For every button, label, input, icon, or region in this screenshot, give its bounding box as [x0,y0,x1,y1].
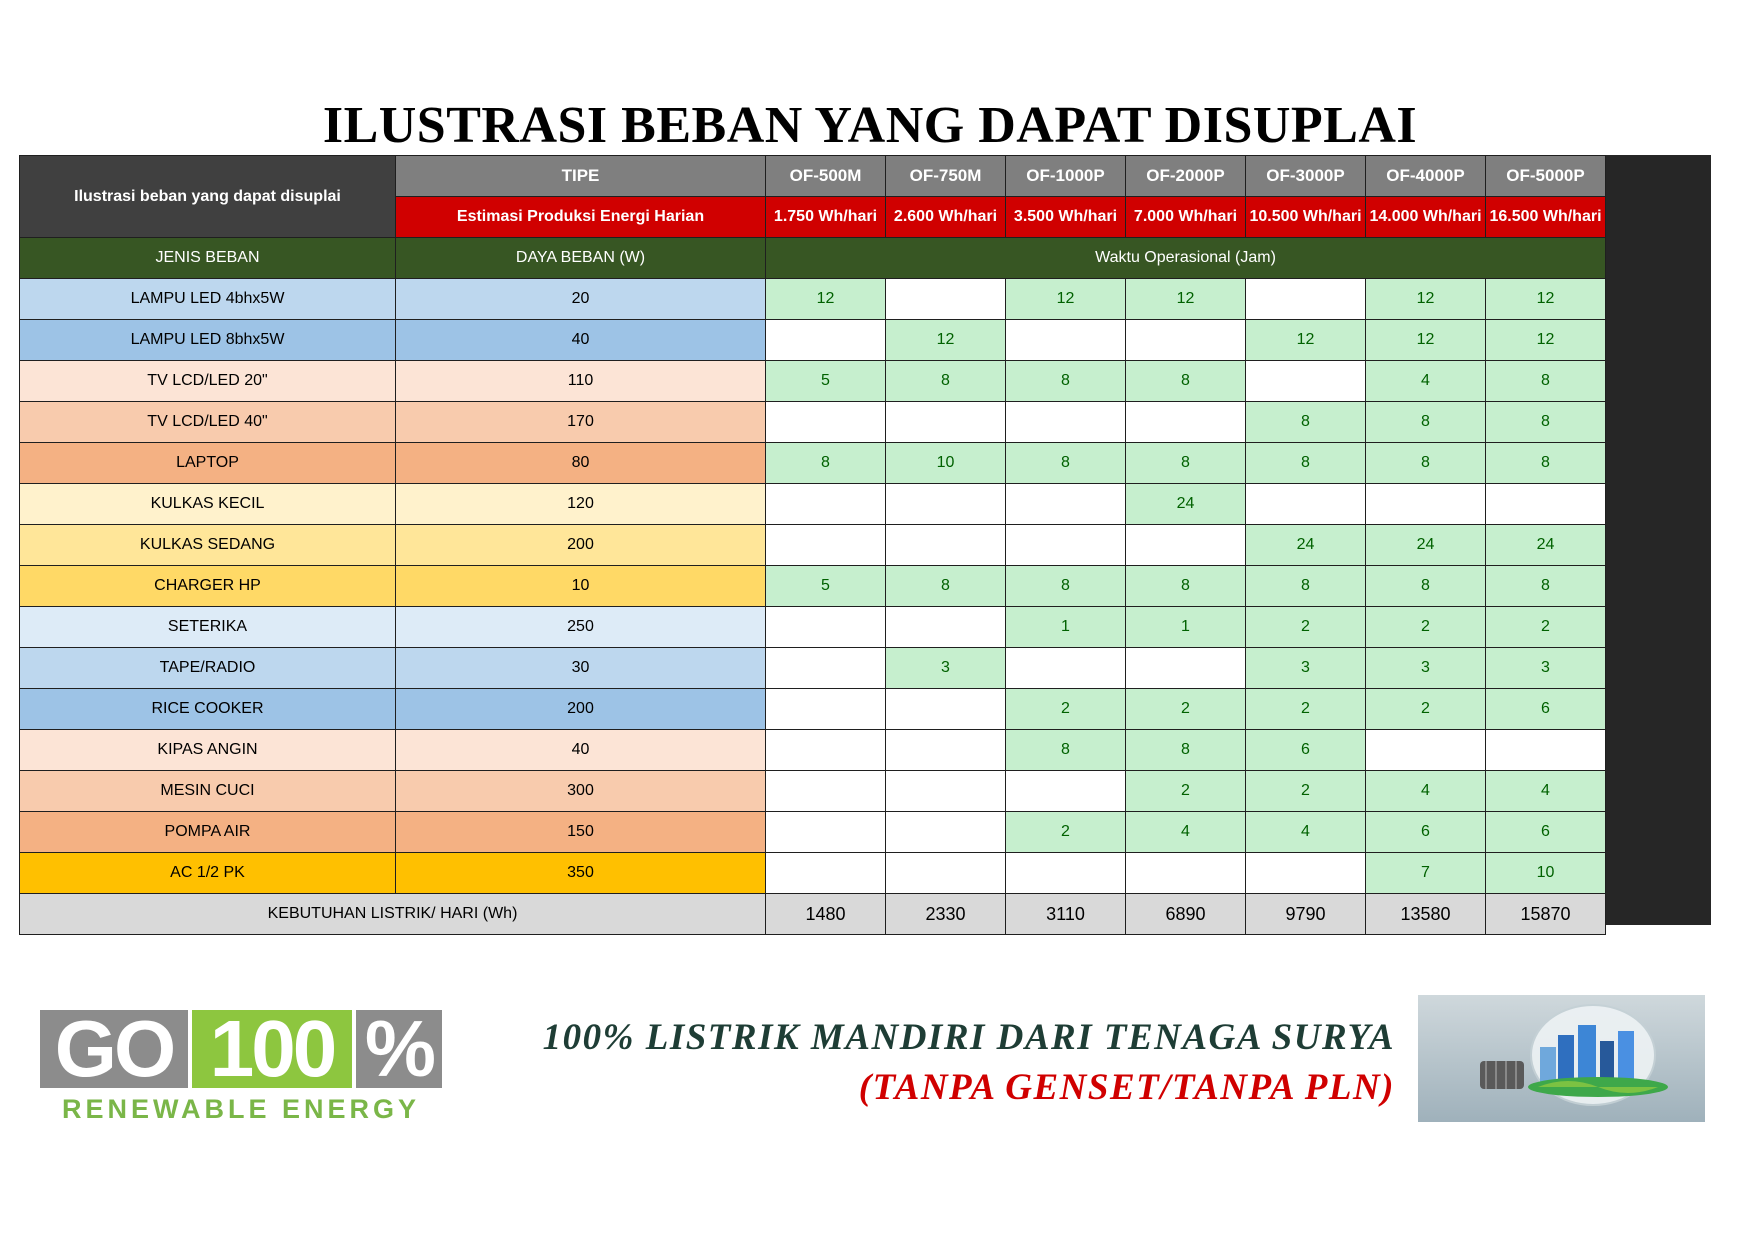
jenis-beban-label: JENIS BEBAN [20,238,396,279]
operating-hours-cell [1246,853,1366,894]
operating-hours-cell: 8 [1366,402,1486,443]
dark-side-strip [1604,155,1711,925]
operating-hours-cell [1126,853,1246,894]
operating-hours-cell: 2 [1246,689,1366,730]
operating-hours-cell [766,484,886,525]
operating-hours-cell: 12 [1126,279,1246,320]
operating-hours-cell: 8 [1126,730,1246,771]
operating-hours-cell: 12 [886,320,1006,361]
operating-hours-cell [1006,853,1126,894]
operating-hours-cell [1246,361,1366,402]
table-row [20,443,1606,484]
operating-hours-cell [766,689,886,730]
operating-hours-cell [1126,402,1246,443]
operating-hours-cell: 6 [1486,689,1606,730]
operating-hours-cell: 6 [1246,730,1366,771]
load-power: 30 [396,648,766,689]
logo-subtitle: RENEWABLE ENERGY [61,1094,421,1124]
operating-hours-cell: 8 [886,566,1006,607]
operating-hours-cell: 12 [1486,279,1606,320]
load-name: KIPAS ANGIN [20,730,396,771]
operating-hours-cell [1366,730,1486,771]
operating-hours-cell: 24 [1246,525,1366,566]
operating-hours-cell: 24 [1486,525,1606,566]
operating-hours-cell: 8 [1126,361,1246,402]
operating-hours-cell [1006,771,1126,812]
table-row [20,771,1606,812]
total-value: 2330 [886,894,1006,935]
load-name: MESIN CUCI [20,771,396,812]
table-row [20,812,1606,853]
table-row [20,566,1606,607]
operating-hours-cell [886,607,1006,648]
page-title: ILUSTRASI BEBAN YANG DAPAT DISUPLAI [322,97,1418,154]
total-value: 9790 [1246,894,1366,935]
solar-bulb-image [1418,995,1705,1122]
operating-hours-cell: 4 [1126,812,1246,853]
operating-hours-cell: 3 [1246,648,1366,689]
operating-hours-cell: 8 [1006,361,1126,402]
operating-hours-cell [886,279,1006,320]
load-power: 350 [396,853,766,894]
operating-hours-cell: 3 [886,648,1006,689]
operating-hours-cell [766,607,886,648]
operating-hours-cell: 8 [1366,443,1486,484]
operating-hours-cell: 2 [1006,812,1126,853]
operating-hours-cell: 8 [1366,566,1486,607]
load-name: TAPE/RADIO [20,648,396,689]
production-value: 16.500 Wh/hari [1486,197,1606,238]
total-row [20,894,1606,935]
operating-hours-cell: 2 [1366,607,1486,648]
operating-hours-cell [1006,402,1126,443]
load-name: SETERIKA [20,607,396,648]
operating-hours-cell: 2 [1126,689,1246,730]
operating-hours-cell: 5 [766,361,886,402]
operating-hours-cell: 8 [1246,566,1366,607]
operating-hours-cell [1486,484,1606,525]
production-value: 7.000 Wh/hari [1126,197,1246,238]
operating-hours-cell [886,402,1006,443]
operating-hours-cell: 2 [1246,607,1366,648]
operating-hours-cell: 8 [1486,566,1606,607]
operating-hours-cell [1486,730,1606,771]
table-row [20,689,1606,730]
operating-hours-cell [766,402,886,443]
table-row [20,853,1606,894]
operating-hours-cell [766,730,886,771]
load-name: POMPA AIR [20,812,396,853]
load-power: 40 [396,320,766,361]
operating-hours-cell: 2 [1366,689,1486,730]
operating-hours-cell: 4 [1366,361,1486,402]
operating-hours-cell [886,812,1006,853]
operating-hours-cell [886,525,1006,566]
model-header: OF-1000P [1006,156,1126,197]
operating-hours-cell [766,648,886,689]
operating-hours-cell: 2 [1126,771,1246,812]
operating-hours-cell: 12 [1366,279,1486,320]
operating-hours-cell [766,525,886,566]
operating-hours-cell [886,484,1006,525]
logo-percent-text: % [356,1010,442,1088]
operating-hours-cell: 5 [766,566,886,607]
load-name: LAPTOP [20,443,396,484]
model-header: OF-2000P [1126,156,1246,197]
model-header: OF-3000P [1246,156,1366,197]
operating-hours-cell: 8 [1006,566,1126,607]
go100-logo [40,1004,442,1124]
operating-hours-cell [1006,484,1126,525]
load-power: 200 [396,689,766,730]
operating-hours-cell: 8 [886,361,1006,402]
estimasi-label: Estimasi Produksi Energi Harian [396,197,766,238]
operating-hours-cell: 4 [1486,771,1606,812]
operating-hours-cell: 8 [1006,730,1126,771]
production-value: 14.000 Wh/hari [1366,197,1486,238]
load-power: 120 [396,484,766,525]
load-name: TV LCD/LED 40" [20,402,396,443]
operating-hours-cell: 4 [1246,812,1366,853]
table-row [20,361,1606,402]
header-row-type [20,156,1606,197]
logo-go-text: GO [40,1010,188,1088]
operating-hours-cell [766,320,886,361]
operating-hours-cell: 7 [1366,853,1486,894]
production-value: 3.500 Wh/hari [1006,197,1126,238]
operating-hours-cell: 2 [1246,771,1366,812]
load-name: RICE COOKER [20,689,396,730]
operating-hours-cell: 8 [1486,443,1606,484]
slogan-line-2: (TANPA GENSET/TANPA PLN) [858,1067,1395,1108]
load-power: 110 [396,361,766,402]
operating-hours-cell: 12 [1486,320,1606,361]
operating-hours-cell [1246,279,1366,320]
table-row [20,607,1606,648]
table-row [20,648,1606,689]
operating-hours-cell: 12 [1006,279,1126,320]
operating-hours-cell: 1 [1126,607,1246,648]
operating-hours-cell [1246,484,1366,525]
table-row [20,525,1606,566]
production-value: 1.750 Wh/hari [766,197,886,238]
operating-hours-cell: 8 [1486,361,1606,402]
operating-hours-cell [1126,525,1246,566]
operating-hours-cell [766,812,886,853]
table-row [20,402,1606,443]
load-name: KULKAS SEDANG [20,525,396,566]
operating-hours-cell [1366,484,1486,525]
operating-hours-cell: 12 [1246,320,1366,361]
load-power: 20 [396,279,766,320]
operating-hours-cell: 10 [886,443,1006,484]
production-value: 2.600 Wh/hari [886,197,1006,238]
tipe-label: TIPE [396,156,766,197]
operating-hours-cell [766,853,886,894]
load-power: 40 [396,730,766,771]
operating-hours-cell: 2 [1006,689,1126,730]
operating-hours-cell [766,771,886,812]
total-value: 13580 [1366,894,1486,935]
operating-hours-cell: 12 [766,279,886,320]
operating-hours-cell: 10 [1486,853,1606,894]
operating-hours-cell [886,853,1006,894]
model-header: OF-500M [766,156,886,197]
operating-hours-cell: 6 [1366,812,1486,853]
load-power: 170 [396,402,766,443]
load-power: 250 [396,607,766,648]
production-value: 10.500 Wh/hari [1246,197,1366,238]
load-name: TV LCD/LED 20" [20,361,396,402]
operating-hours-cell: 12 [1366,320,1486,361]
load-name: AC 1/2 PK [20,853,396,894]
model-header: OF-750M [886,156,1006,197]
operating-hours-cell [1126,648,1246,689]
operating-hours-cell: 24 [1366,525,1486,566]
operating-hours-cell [1126,320,1246,361]
total-label: KEBUTUHAN LISTRIK/ HARI (Wh) [20,894,766,935]
load-power: 200 [396,525,766,566]
operating-hours-cell [886,689,1006,730]
total-value: 3110 [1006,894,1126,935]
operating-hours-cell: 3 [1486,648,1606,689]
operating-hours-cell: 8 [1246,443,1366,484]
operating-hours-cell: 8 [1126,443,1246,484]
table-row [20,730,1606,771]
load-power: 300 [396,771,766,812]
operating-hours-cell [1006,525,1126,566]
load-power: 80 [396,443,766,484]
load-name: KULKAS KECIL [20,484,396,525]
operating-hours-cell: 2 [1486,607,1606,648]
load-name: CHARGER HP [20,566,396,607]
daya-beban-label: DAYA BEBAN (W) [396,238,766,279]
table-row [20,484,1606,525]
load-power: 10 [396,566,766,607]
model-header: OF-4000P [1366,156,1486,197]
operating-hours-cell: 1 [1006,607,1126,648]
operating-hours-cell [1006,320,1126,361]
table-row [20,320,1606,361]
operating-hours-cell: 4 [1366,771,1486,812]
operating-hours-cell: 24 [1126,484,1246,525]
total-value: 15870 [1486,894,1606,935]
operating-hours-cell [1006,648,1126,689]
operating-hours-cell [886,771,1006,812]
logo-number-text: 100 [192,1010,352,1088]
operating-hours-cell: 8 [1126,566,1246,607]
header-row-columns [20,238,1606,279]
load-table [19,155,1606,935]
corner-label: Ilustrasi beban yang dapat disuplai [20,156,396,238]
table-row [20,279,1606,320]
slogan-line-1: 100% LISTRIK MANDIRI DARI TENAGA SURYA [542,1017,1395,1058]
operating-hours-cell [886,730,1006,771]
total-value: 1480 [766,894,886,935]
operating-hours-cell: 8 [1486,402,1606,443]
total-value: 6890 [1126,894,1246,935]
operating-hours-cell: 8 [1246,402,1366,443]
load-name: LAMPU LED 4bhx5W [20,279,396,320]
operating-hours-cell: 8 [766,443,886,484]
model-header: OF-5000P [1486,156,1606,197]
operating-hours-cell: 3 [1366,648,1486,689]
waktu-operasional-label: Waktu Operasional (Jam) [766,238,1606,279]
operating-hours-cell: 8 [1006,443,1126,484]
load-power: 150 [396,812,766,853]
load-name: LAMPU LED 8bhx5W [20,320,396,361]
operating-hours-cell: 6 [1486,812,1606,853]
